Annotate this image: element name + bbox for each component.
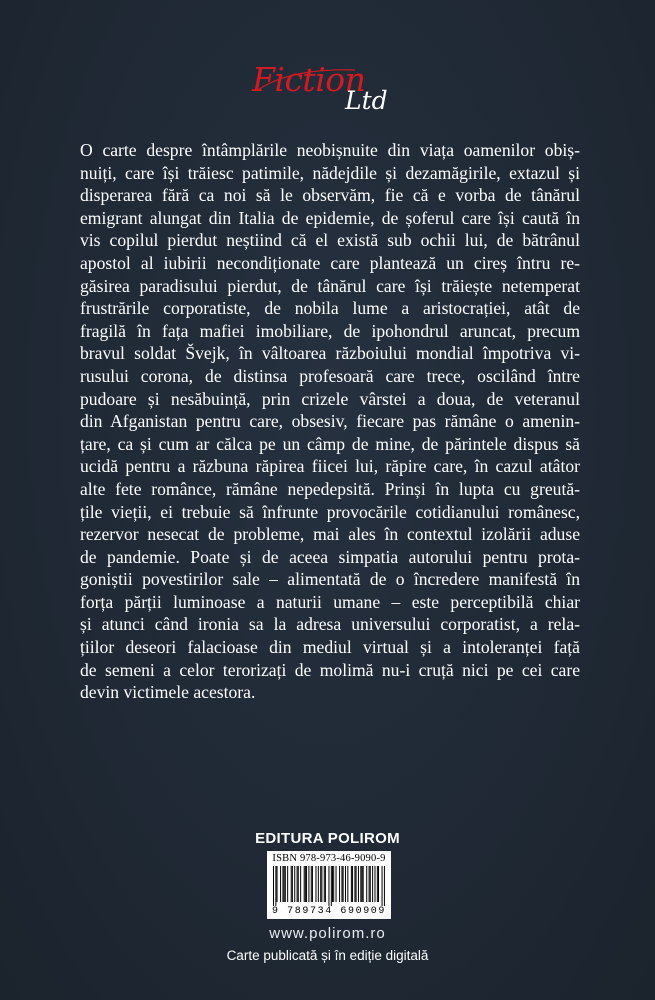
barcode-bars [271,866,387,906]
barcode-bar [358,866,359,902]
blurb-line: și atunci când ironia sa la adresa universului corporatist, a rela- [80,614,580,635]
barcode-bar [362,866,363,902]
publisher-website[interactable]: www.polirom.ro [269,925,386,942]
barcode-bar [287,866,288,902]
blurb-line: fragilă în fața mafiei imobiliare, de ipohondrul aruncat, precum [80,320,580,341]
logo-fiction: Fiction [252,60,366,99]
barcode-bar [305,866,306,902]
blurb-line: vis copilul pierdut neștiind că el există sub ochii lui, de bătrânul [80,230,580,251]
barcode-bar [292,866,293,902]
barcode-bar [363,866,364,902]
blurb-line: pudoare și nesăbuință, prin crizele vârstei a doua, de veteranul [80,388,580,409]
barcode-bar [328,866,329,906]
barcode-bar [284,866,285,902]
barcode-bar [318,866,319,902]
barcode-bar [285,866,286,902]
barcode-bar [370,866,371,902]
blurb-line: frustrările corporatiste, de nobila lume a aristocrației, atât de [80,298,580,319]
barcode-bar [377,866,378,902]
blurb-line: O carte despre întâmplările neobișnuite din viața oamenilor obiș- [80,140,580,160]
blurb-line: țiilor deseori falacioase din mediul virtual și a intoleranței față [80,637,580,658]
barcode-bar [333,866,334,902]
blurb-text [80,139,580,704]
blurb-line: bravul soldat Švejk, în vâltoarea războiului mondial împotriva vi- [80,343,580,364]
barcode-bar [384,866,385,906]
barcode-bar [369,866,370,902]
barcode-bar [341,866,342,902]
barcode-bar [277,866,278,902]
barcode-bar [356,866,357,902]
barcode-bar [352,866,353,902]
barcode-bar [324,866,325,902]
barcode-bar [325,866,326,902]
blurb-line: forța părții luminoase a naturii umane – este perceptibilă chiar [80,591,580,612]
barcode-bar [336,866,337,902]
blurb-line: din Afganistan pentru care, obsesiv, fiecare pas rămâne o amenin- [80,411,580,432]
barcode-bar [345,866,346,902]
barcode-bar [280,866,281,902]
barcode-bar [382,866,383,906]
blurb-line: goniștii povestirilor sale – alimentată de o încredere manifestă în [80,569,580,590]
barcode-bar [311,866,312,902]
barcode-bar [351,866,352,902]
fiction-ltd-logo [250,60,410,120]
barcode-bar [347,866,348,902]
barcode-bar [315,866,316,902]
barcode-bar [366,866,367,902]
isbn-label: ISBN 978-973-46-9090-9 [272,853,386,864]
barcode-bar [304,866,305,902]
barcode-bar [360,866,361,902]
digital-edition-note: Carte publicată și în ediție digitală [226,948,429,963]
barcode-bar [306,866,307,902]
blurb-line: apostol al iubirii necondiționate care plantează un cireș întru re- [80,252,580,273]
barcode-bar [312,866,313,902]
barcode-bar [339,866,340,902]
logo-ltd: Ltd [345,86,388,115]
blurb-line: devin victimele acestora. [80,682,256,703]
isbn-barcode [267,851,391,919]
barcode-bar [320,866,321,902]
blurb-line: disperarea fără ca noi să le observăm, fie că e vorba de tânărul [80,185,580,206]
blurb-line: de semeni a celor terorizați de molimă nu-i cruță nici pe cei care [80,659,580,680]
barcode-bar [300,866,301,902]
barcode-bar [298,866,299,902]
blurb-line: ucidă pentru a răzbuna răpirea fiicei lui, răpire care, în cazul atâtor [80,456,580,477]
blurb-line: emigrant alungat din Italia de epidemie, de șoferul care își caută în [80,207,580,228]
blurb-line: țare, ca și cum ar călca pe un câmp de mine, de părintele dispus să [80,433,580,454]
blurb-line: de pandemie. Poate și de aceea simpatia autorului pentru prota- [80,546,580,567]
barcode-bar [294,866,295,902]
barcode-bar [275,866,276,906]
barcode-digits: 9 789734 690909 [271,906,386,917]
barcode-bar [297,866,298,902]
barcode-bar [372,866,373,902]
barcode-bar [321,866,322,902]
blurb-line: rusului corona, de distinsa profesoară care trece, oscilând între [80,365,580,386]
blurb-line: rezervor nesecat de probleme, mai ales în contextul izolării aduse [80,524,580,545]
blurb-line: țile vieții, ei trebuie să înfrunte provocările cotidianului românesc, [80,501,580,522]
blurb-line: alte fete românce, rămâne nepedepsită. Prinși în lupta cu greută- [80,478,580,499]
barcode-bar [308,866,309,902]
blurb-line: găsirea paradisului pierdut, de tânărul care își trăiește netemperat [80,275,580,296]
barcode-bar [282,866,283,902]
barcode-bar [332,866,333,902]
barcode-bar [291,866,292,902]
publisher-name: EDITURA POLIROM [255,830,400,847]
barcode-bar [331,866,332,906]
barcode-bar [374,866,375,902]
barcode-bar [354,866,355,902]
barcode-bar [273,866,274,906]
blurb-line: nuiți, care își trăiesc patimile, nădejdile și dezamăgirile, extazul și [80,162,580,183]
barcode-bar [343,866,344,902]
barcode-bar [378,866,379,902]
